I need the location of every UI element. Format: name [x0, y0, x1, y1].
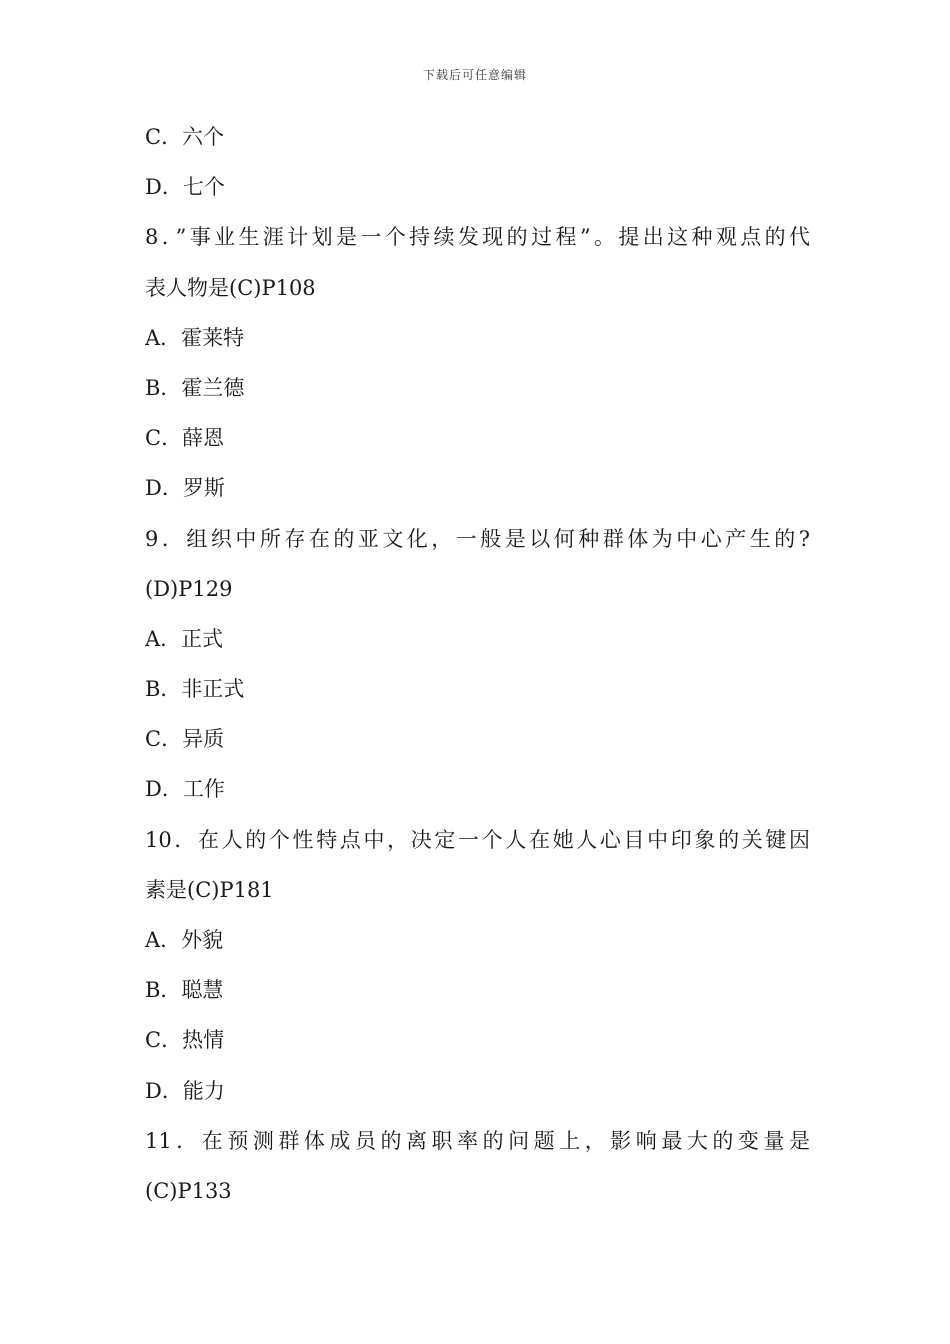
question-9-option-b: B．非正式 [145, 677, 245, 702]
question-8-option-b: B．霍兰德 [145, 375, 245, 400]
option-c-line: C．六个 [145, 125, 225, 149]
question-11-answer-line: (C)P133 [145, 1178, 232, 1203]
question-10-answer-line: 素是(C)P181 [145, 877, 274, 902]
question-10-option-d: D．能力 [145, 1078, 225, 1103]
question-10-option-b: B．聪慧 [145, 978, 224, 1003]
question-9-option-d: D．工作 [145, 777, 225, 802]
document-body [145, 112, 810, 1216]
option-d-line: D．七个 [145, 175, 225, 200]
question-10-option-c: C．热情 [145, 1028, 225, 1053]
question-9-option-c: C．异质 [145, 727, 225, 752]
page-header: 下载后可任意编辑 [422, 68, 527, 82]
question-8-option-a: A．霍莱特 [145, 325, 245, 350]
question-9-option-a: A．正式 [145, 626, 224, 651]
question-9-line: 9．组织中所存在的亚文化，一般是以何种群体为中心产生的? [145, 526, 810, 551]
question-8-answer-line: 表人物是(C)P108 [145, 275, 316, 300]
question-10-option-a: A．外貌 [145, 928, 224, 952]
question-8-option-c: C．薛恩 [145, 426, 225, 451]
question-9-answer-line: (D)P129 [145, 576, 233, 601]
question-11-line: 11．在预测群体成员的离职率的问题上，影响最大的变量是 [145, 1128, 810, 1153]
question-8-option-d: D．罗斯 [145, 476, 225, 501]
question-10-line: 10．在人的个性特点中，决定一个人在她人心目中印象的关键因 [145, 827, 810, 852]
question-8-line: 8．”事业生涯计划是一个持续发现的过程”。提出这种观点的代 [145, 225, 810, 250]
